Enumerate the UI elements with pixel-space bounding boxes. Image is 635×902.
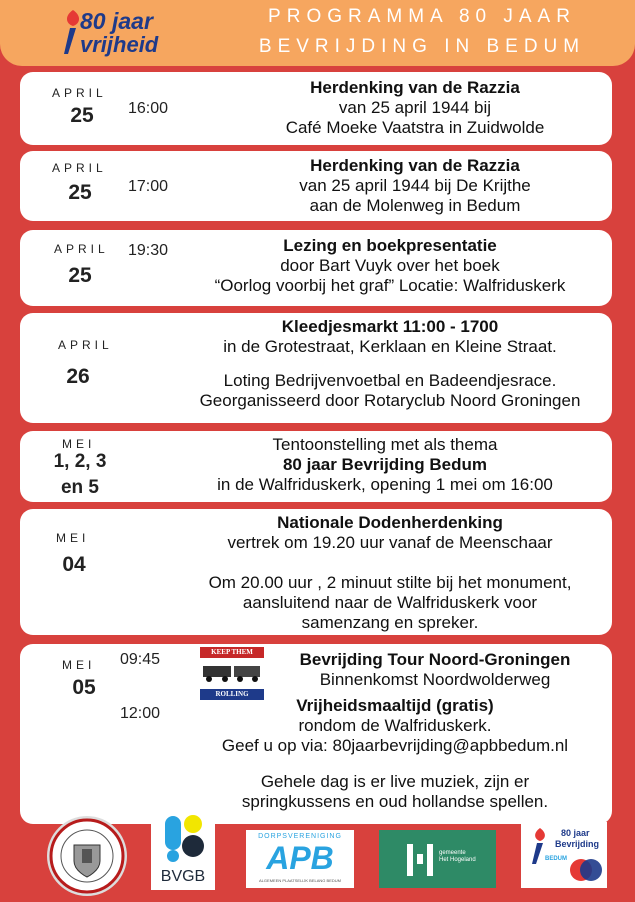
- hearts-icon: [569, 856, 603, 884]
- event-time: 19:30: [128, 242, 169, 259]
- event-line: in de Grotestraat, Kerklaan en Kleine Straat.: [223, 337, 557, 356]
- event-card: [20, 431, 612, 502]
- event-month: MEI: [56, 531, 90, 545]
- event-day: 05: [72, 676, 96, 699]
- event-line: springkussens en oud hollandse spellen.: [241, 792, 549, 811]
- event-month: APRIL: [52, 86, 107, 100]
- hogeland-line2: Het Hogeland: [439, 857, 476, 863]
- badge-bottom: ROLLING: [200, 689, 264, 700]
- badge-top: KEEP THEM: [200, 647, 264, 658]
- apb-label: APB: [266, 840, 334, 876]
- seal-icon: [46, 815, 128, 897]
- event-title: Vrijheidsmaaltijd (gratis): [296, 696, 494, 715]
- event-line: “Oorlog voorbij het graf” Locatie: Walfriduskerk: [214, 276, 566, 295]
- event-month: APRIL: [52, 161, 107, 175]
- logo-80-jaar-vrijheid: [58, 6, 208, 58]
- apb-small: ALGEMEEN PLAATSELIJK BELANG BEDUM: [259, 878, 341, 883]
- event-title: Nationale Dodenherdenking: [277, 513, 503, 532]
- page-title-line2: BEVRIJDING IN BEDUM: [258, 36, 586, 57]
- event-month: MEI: [62, 658, 96, 672]
- historical-society-seal: [46, 815, 128, 897]
- event-line: door Bart Vuyk over het boek: [280, 256, 500, 275]
- logo2-line3: BEDUM: [545, 856, 567, 862]
- event-line: in de Walfriduskerk, opening 1 mei om 16:00: [217, 475, 553, 494]
- event-day: 26: [66, 365, 90, 388]
- logo2-line2: Bevrijding: [555, 839, 600, 849]
- event-line: Gehele dag is er live muziek, zijn er: [260, 772, 530, 791]
- event-title: Herdenking van de Razzia: [310, 156, 520, 175]
- event-day: 25: [68, 264, 92, 287]
- bvgb-logo: [151, 810, 215, 890]
- event-line: Geef u op via: 80jaarbevrijding@apbbedum.nl: [221, 736, 569, 755]
- apb-sub: DORPSVERENIGING: [258, 833, 342, 840]
- event-line: rondom de Walfriduskerk.: [298, 716, 492, 735]
- event-line: Tentoonstelling met als thema: [272, 435, 498, 454]
- logo-80-jaar-bevrijding-bedum: [521, 822, 607, 888]
- event-card: [20, 72, 612, 145]
- apb-logo: [246, 830, 354, 888]
- event-card: [20, 230, 612, 306]
- event-line: samenzang en spreker.: [301, 613, 479, 632]
- hogeland-line1: gemeente: [439, 850, 466, 856]
- event-line: Binnenkomst Noordwolderweg: [319, 670, 551, 689]
- event-time: 09:45: [120, 651, 161, 668]
- event-line: vertrek om 19.20 uur vanaf de Meenschaar: [227, 533, 553, 552]
- event-card: [20, 509, 612, 635]
- event-title: Kleedjesmarkt 11:00 - 1700: [281, 317, 499, 336]
- event-day: 25: [68, 181, 92, 204]
- event-day: 1, 2, 3: [53, 451, 107, 472]
- event-month: APRIL: [58, 338, 113, 352]
- event-line: Georganisseerd door Rotaryclub Noord Groningen: [199, 391, 581, 410]
- event-card: [20, 313, 612, 423]
- logo-line2: vrijheid: [80, 32, 159, 57]
- event-day: 04: [62, 553, 86, 576]
- event-day: 25: [70, 104, 94, 127]
- event-time: 17:00: [128, 178, 169, 195]
- event-title: 80 jaar Bevrijding Bedum: [282, 455, 488, 474]
- logo-line1: 80 jaar: [80, 8, 153, 34]
- event-month: MEI: [62, 437, 96, 451]
- event-time: 16:00: [128, 100, 169, 117]
- event-line: van 25 april 1944 bij: [338, 98, 492, 117]
- event-day-cont: en 5: [60, 477, 100, 498]
- event-line: Om 20.00 uur , 2 minuut stilte bij het monument,: [208, 573, 572, 592]
- event-title: Herdenking van de Razzia: [310, 78, 520, 97]
- event-title: Bevrijding Tour Noord-Groningen: [299, 650, 571, 669]
- event-time: 12:00: [120, 705, 161, 722]
- trucks-icon: [200, 658, 264, 684]
- event-month: APRIL: [54, 242, 109, 256]
- bvgb-dots-icon: [151, 810, 215, 868]
- hogeland-icon: [405, 842, 435, 878]
- keep-them-rolling-badge: [200, 647, 264, 697]
- bvgb-label: BVGB: [160, 868, 206, 885]
- het-hogeland-logo: [379, 830, 496, 888]
- event-card: [20, 644, 612, 824]
- page-title-line1: PROGRAMMA 80 JAAR: [268, 6, 576, 27]
- event-title: Lezing en boekpresentatie: [283, 236, 497, 255]
- event-line: van 25 april 1944 bij De Krijthe: [299, 176, 531, 195]
- event-card: [20, 151, 612, 221]
- event-line: Café Moeke Vaatstra in Zuidwolde: [285, 118, 545, 137]
- event-line: aan de Molenweg in Bedum: [309, 196, 521, 215]
- page-header: [0, 0, 635, 66]
- logo2-line1: 80 jaar: [561, 828, 590, 838]
- event-line: aansluitend naar de Walfriduskerk voor: [242, 593, 538, 612]
- event-line: Loting Bedrijvenvoetbal en Badeendjesrace.: [223, 371, 557, 390]
